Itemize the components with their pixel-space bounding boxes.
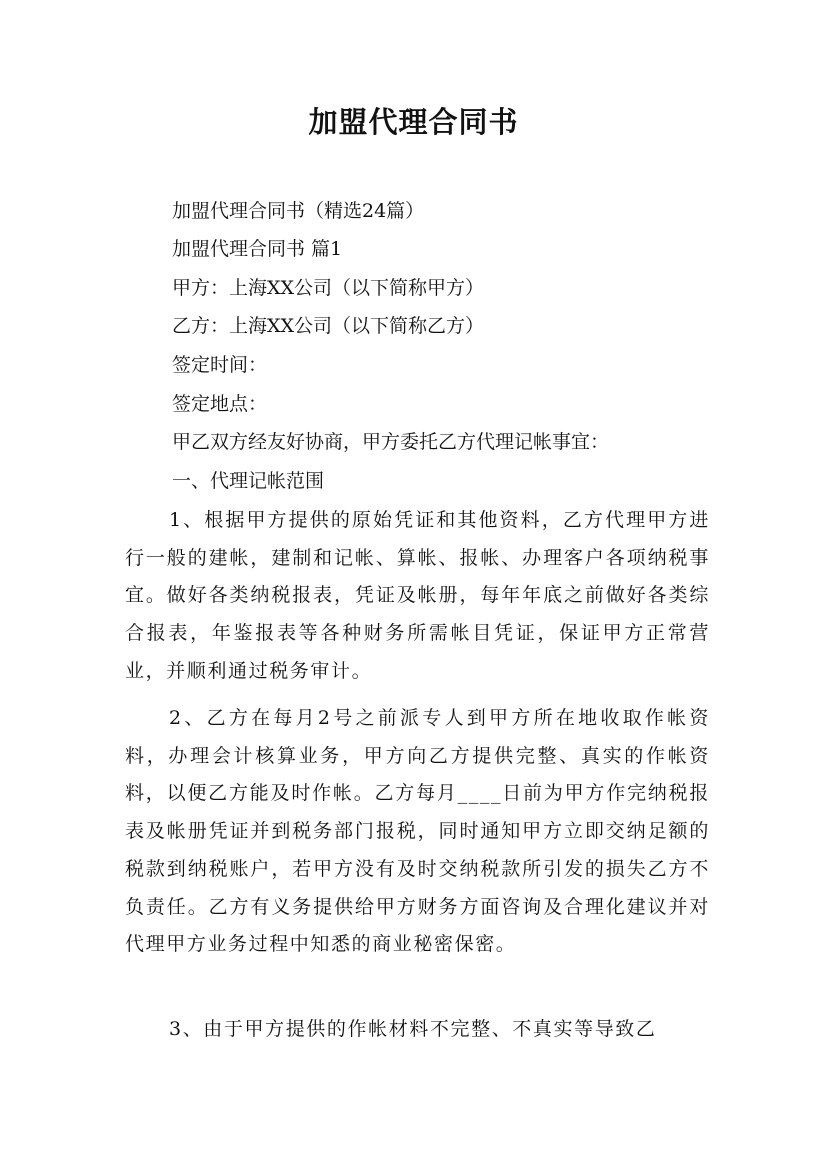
party-a-line: 甲方：上海XX公司（以下简称甲方） xyxy=(172,277,485,299)
document-title: 加盟代理合同书 xyxy=(308,105,519,139)
agreement-intro-line: 甲乙双方经友好协商，甲方委托乙方代理记帐事宜： xyxy=(172,431,610,453)
signing-time-line: 签定时间： xyxy=(172,354,268,376)
clause-heading: 一、代理记帐范围 xyxy=(172,470,325,492)
clause-text-1: 1、根据甲方提供的原始凭证和其他资料，乙方代理甲方进行一般的建帐，建制和记帐、算帐、报帐、办理客户各项纳税事宜。做好各类纳税报表，凭证及帐册，每年年底之前做好各类综合报表，年鉴报表等各种财务所需帐目凭证，保证甲方正常营业，并顺利通过税务审计。 xyxy=(125,509,710,682)
party-b-line: 乙方：上海XX公司（以下简称乙方） xyxy=(172,315,485,337)
clause-paragraph-2 xyxy=(125,700,710,964)
clause-paragraph-3 xyxy=(125,1011,710,1049)
clause-text-2: 2、乙方在每月2号之前派专人到甲方所在地收取作帐资料，办理会计核算业务，甲方向乙方提供完整、真实的作帐资料，以便乙方能及时作帐。乙方每月____日前为甲方作完纳税报表及帐册凭证并到税务部门报税，同时通知甲方立即交纳足额的税款到纳税账户，若甲方没有及时交纳税款所引发的损失乙方不负责任。乙方有义务提供给甲方财务方面咨询及合理化建议并对代理甲方业务过程中知悉的商业秘密保密。 xyxy=(125,707,710,956)
subtitle-line: 加盟代理合同书（精选24篇） xyxy=(172,200,425,222)
clause-paragraph-1 xyxy=(125,502,710,691)
clause-text-3: 3、由于甲方提供的作帐材料不完整、不真实等导致乙 xyxy=(169,1018,657,1040)
section-heading: 加盟代理合同书 篇1 xyxy=(172,238,343,260)
signing-place-line: 签定地点： xyxy=(172,393,268,415)
